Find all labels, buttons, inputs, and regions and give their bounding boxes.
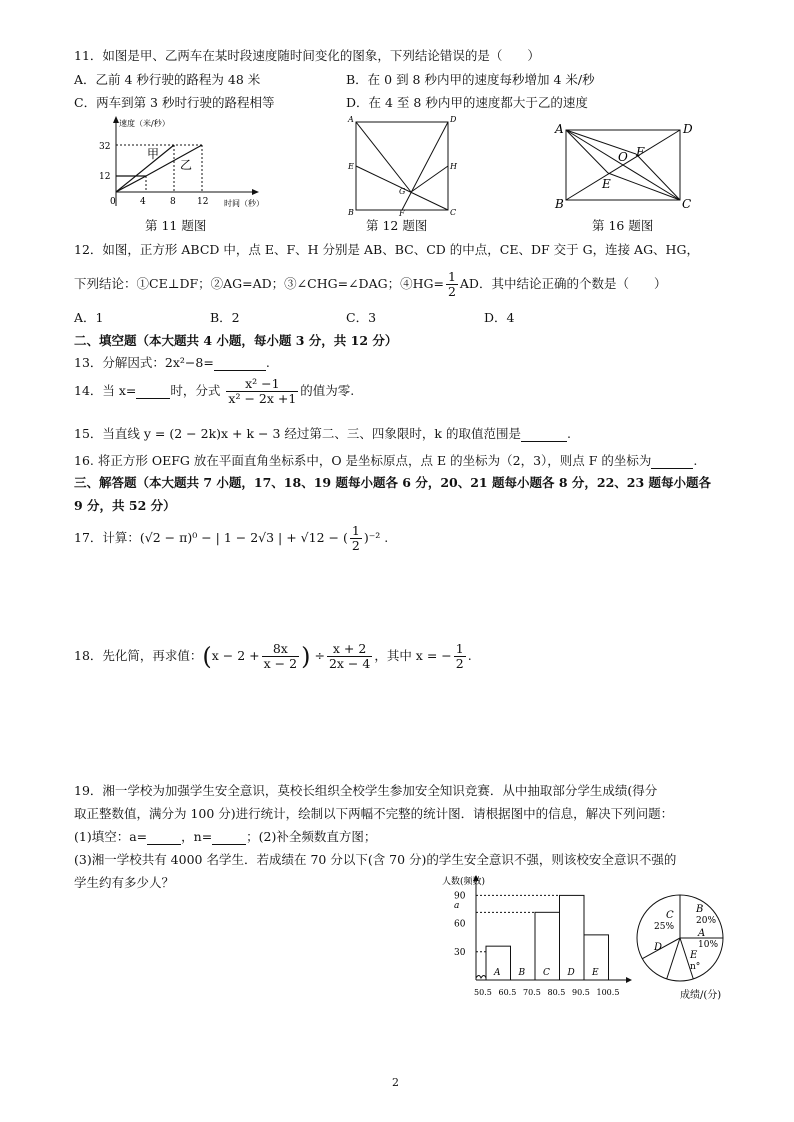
pie-slice-text-B: 20% [696, 916, 717, 926]
q11-option-d: D．在 4 至 8 秒内甲的速度都大于乙的速度 [346, 95, 588, 110]
svg-text:C: C [450, 208, 457, 216]
fig12-line-ag [356, 122, 411, 192]
histogram-xtick: 100.5 [596, 988, 620, 997]
histogram-ytick: a [454, 900, 460, 911]
q12-option-d: D．4 [484, 310, 515, 325]
section-3-heading-line2: 9 分，共 52 分） [74, 498, 176, 513]
histogram-category-E: E [592, 968, 599, 978]
fig11-label-jia: 甲 [147, 147, 160, 161]
pie-label-D: D [654, 942, 663, 953]
svg-text:A: A [555, 122, 564, 136]
svg-text:D: D [450, 115, 457, 124]
q11-stem: 11．如图是甲、乙两车在某时段速度随时间变化的图象，下列结论错误的是（ ） [74, 48, 540, 63]
svg-text:F: F [636, 145, 645, 159]
q19-line4: (3)湘一学校共有 4000 名学生．若成绩在 70 分以下(含 70 分)的学生安全意识不强，则该校安全意识不强的 [74, 852, 677, 867]
q19-line3: (1)填空：a= ，n= ；(2)补全频数直方图； [74, 829, 377, 844]
pie-xlabel: 成绩/(分) [680, 990, 722, 1000]
histogram-xtick: 60.5 [498, 988, 517, 997]
q11-option-c: C．两车到第 3 秒时行驶的路程相等 [74, 95, 275, 110]
fig11-label-yi: 乙 [180, 158, 193, 172]
figure-12-square [344, 112, 464, 216]
fig11-xtick-8: 8 [170, 197, 176, 207]
fig11-ytick-32: 32 [99, 142, 111, 152]
section-3-heading-line1: 三、解答题（本大题共 7 小题，17、18、19 题每小题各 6 分，20、21 题每小题各 8 分，22、23 题每小题各 [74, 475, 712, 490]
histogram-chart [440, 872, 640, 1000]
pie-label-B: B [696, 904, 704, 915]
svg-text:E: E [348, 162, 354, 171]
pie-label-C: C [666, 910, 674, 921]
histogram-axis-break [476, 976, 486, 979]
histogram-xtick: 80.5 [547, 988, 566, 997]
histogram-xtick: 90.5 [572, 988, 590, 997]
histogram-category-A: A [494, 968, 501, 978]
q19-line5: 学生约有多少人？ [74, 875, 175, 890]
fig11-xtick-0: 0 [110, 197, 116, 207]
histogram-ytick: 60 [454, 919, 466, 930]
fig11-xtick-12: 12 [197, 197, 209, 207]
q17: 17．计算：(√2 − π)⁰ − | 1 − 2√3 | + √12 − ( $\frac{1}{2}$ )⁻² . [74, 523, 389, 553]
histogram-category-D: D [567, 968, 575, 978]
fig11-ytick-12: 12 [99, 172, 111, 182]
q19-line1: 19．湘一学校为加强学生安全意识，莫校长组织全校学生参加安全知识竞赛．从中抽取部分学生成绩(得分 [74, 783, 658, 798]
histogram-ytick: 90 [454, 891, 466, 902]
q11-option-b: B．在 0 到 8 秒内甲的速度每秒增加 4 米/秒 [346, 72, 595, 87]
fig12-line-hg [411, 166, 448, 192]
svg-text:H: H [450, 162, 457, 171]
histogram-ylabel: 人数(频数) [442, 877, 486, 887]
section-2-heading: 二、填空题（本大题共 4 小题，每小题 3 分，共 12 分） [74, 333, 398, 348]
q11-option-a: A．乙前 4 秒行驶的路程为 48 米 [74, 72, 261, 87]
q18: 18．先化简，再求值：(x − 2 + $\frac{8x}{x - 2}$ ) ÷ $\frac{x + 2}{2x - 4}$ ，其中 x = − $\frac{1}{2}$ . [74, 641, 472, 671]
pie-chart [632, 886, 732, 1000]
svg-text:C: C [682, 197, 692, 211]
pie-slice-text-C: 25% [654, 922, 675, 932]
pie-slice-text-E: n° [690, 962, 701, 972]
svg-text:B: B [348, 208, 354, 216]
q14: 14．当 x= 时，分式 $\frac{\text{x² −1}}{\text{x² − 2x +1}}$ 的值为零. [74, 376, 355, 406]
svg-text:A: A [348, 115, 354, 124]
figure-11-speed-graph [94, 114, 274, 214]
pie-label-A: A [698, 928, 706, 939]
q12-line2: 下列结论：①CE⊥DF；②AG=AD；③∠CHG=∠DAG；④HG= $\frac{1}{2}$ AD．其中结论正确的个数是（ ） [74, 269, 667, 299]
svg-text:G: G [399, 187, 406, 196]
figure-16-rectangle [552, 118, 702, 212]
pie-slice-text-A: 10% [698, 940, 719, 950]
histogram-ytick: 30 [454, 947, 466, 958]
q15: 15．当直线 y = (2 − 2k)x + k − 3 经过第二、三、四象限时，k 的取值范围是 . [74, 426, 571, 441]
q12-option-c: C．3 [346, 310, 377, 325]
q16: 16. 将正方形 OEFG 放在平面直角坐标系中，O 是坐标原点，点 E 的坐标为（2，3），则点 F 的坐标为 . [74, 453, 698, 468]
svg-text:O: O [618, 150, 628, 164]
fig11-line-jia [116, 145, 174, 192]
q19-line2: 取正整数值，满分为 100 分)进行统计，绘制以下两幅不完整的统计图．请根据图中的信息，解决下列问题： [74, 806, 674, 821]
q12-option-b: B．2 [210, 310, 240, 325]
q12-line1: 12．如图，正方形 ABCD 中，点 E、F、H 分别是 AB、BC、CD 的中点，CE、DF 交于 G，连接 AG、HG， [74, 242, 699, 257]
page-number: 2 [392, 1076, 399, 1089]
svg-text:D: D [683, 122, 693, 136]
histogram-category-C: C [543, 968, 550, 978]
fig16-caption: 第 16 题图 [592, 218, 654, 233]
svg-text:F: F [399, 209, 405, 216]
q13: 13．分解因式：2x²−8= . [74, 355, 270, 370]
pie-label-E: E [690, 950, 698, 961]
fig11-xlabel: 时间（秒） [224, 199, 264, 208]
svg-text:E: E [602, 177, 611, 191]
svg-text:B: B [555, 197, 564, 211]
fig12-caption: 第 12 题图 [366, 218, 428, 233]
fig11-xtick-4: 4 [140, 197, 146, 207]
fig11-ylabel: 速度（米/秒） [119, 119, 170, 128]
histogram-xtick: 70.5 [523, 988, 541, 997]
fig11-caption: 第 11 题图 [145, 218, 207, 233]
q12-option-a: A．1 [74, 310, 104, 325]
histogram-xtick: 50.5 [474, 988, 492, 997]
fig12-line-df [402, 122, 448, 210]
histogram-category-B: B [518, 968, 526, 978]
